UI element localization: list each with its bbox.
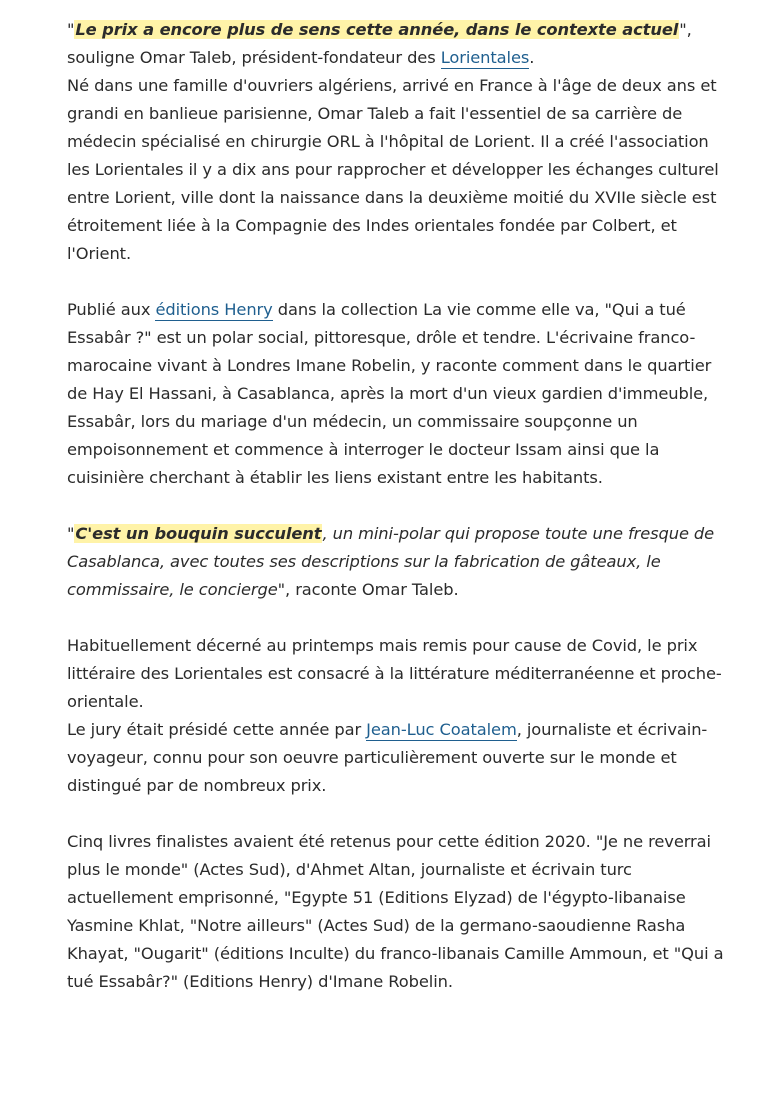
period: . <box>529 48 535 67</box>
biography-text: Né dans une famille d'ouvriers algériens, arrivé en France à l'âge de deux ans et grandi en banlieue parisienne, Omar Taleb a fait l'essentiel de sa carrière de médecin spécialisé en chirurgie ORL à l'hôpital de Lorient. Il a créé l'association les Lorientales il y a dix ans pour rapprocher et développer les échanges culturel entre Lorient, ville dont la naissance dans la deuxième moitié du XVIIe siècle est étroitement liée à la Compagnie des Indes orientales fondée par Colbert, et l'Orient. <box>67 76 719 263</box>
paragraph-quote-bouquin <box>67 520 727 604</box>
link-lorientales[interactable]: Lorientales <box>440 48 530 67</box>
paragraph-finalists <box>67 828 727 996</box>
link-jean-luc-coatalem[interactable]: Jean-Luc Coatalem <box>366 720 517 739</box>
attribution-text: souligne Omar Taleb, président-fondateur des <box>67 48 441 67</box>
link-editions-henry[interactable]: éditions Henry <box>155 300 273 319</box>
open-quote: " <box>67 20 75 39</box>
italic-quote-rest: , un mini-polar qui propose toute une fresque de Casablanca, avec toutes ses descriptions sur la fabrication de gâteaux, le commissaire, le concierge <box>67 524 715 599</box>
prize-description: Habituellement décerné au printemps mais remis pour cause de Covid, le prix littéraire des Lorientales est consacré à la littérature méditerranéenne et proche-orientale. <box>67 636 722 711</box>
paragraph-quote-taleb <box>67 16 727 268</box>
paragraph-prize-jury <box>67 632 727 800</box>
open-quote: " <box>67 524 75 543</box>
article-body <box>67 16 727 1024</box>
close-quote: ", <box>679 20 692 39</box>
jury-intro: Le jury était présidé cette année par <box>67 720 367 739</box>
finalists-text: Cinq livres finalistes avaient été retenus pour cette édition 2020. "Je ne reverrai plus le monde" (Actes Sud), d'Ahmet Altan, journaliste et écrivain turc actuellement emprisonné, "Egypte 51 (Editions Elyzad) de l'égypto-libanaise Yasmine Khlat, "Notre ailleurs" (Actes Sud) de la germano-saoudienne Rasha Khayat, "Ougarit" (éditions Inculte) du franco-libanais Camille Ammoun, et "Qui a tué Essabâr?" (Editions Henry) d'Imane Robelin. <box>67 832 724 991</box>
quote-attribution: ", raconte Omar Taleb. <box>277 580 459 599</box>
publisher-intro: Publié aux <box>67 300 156 319</box>
jury-description: , journaliste et écrivain-voyageur, connu pour son oeuvre particulièrement ouverte sur le monde et distingué par de nombreux prix. <box>67 720 708 795</box>
highlighted-quote: C'est un bouquin succulent <box>75 524 322 543</box>
paragraph-book-summary <box>67 296 727 492</box>
book-summary-text: dans la collection La vie comme elle va, "Qui a tué Essabâr ?" est un polar social, pittoresque, drôle et tendre. L'écrivaine franco-marocaine vivant à Londres Imane Robelin, y raconte comment dans le quartier de Hay El Hassani, à Casablanca, après la mort d'un vieux gardien d'immeuble, Essabâr, lors du mariage d'un médecin, un commissaire soupçonne un empoisonnement et commence à interroger le docteur Issam ainsi que la cuisinière cherchant à établir les liens existant entre les habitants. <box>67 300 712 487</box>
highlighted-quote: Le prix a encore plus de sens cette année, dans le contexte actuel <box>75 20 679 39</box>
